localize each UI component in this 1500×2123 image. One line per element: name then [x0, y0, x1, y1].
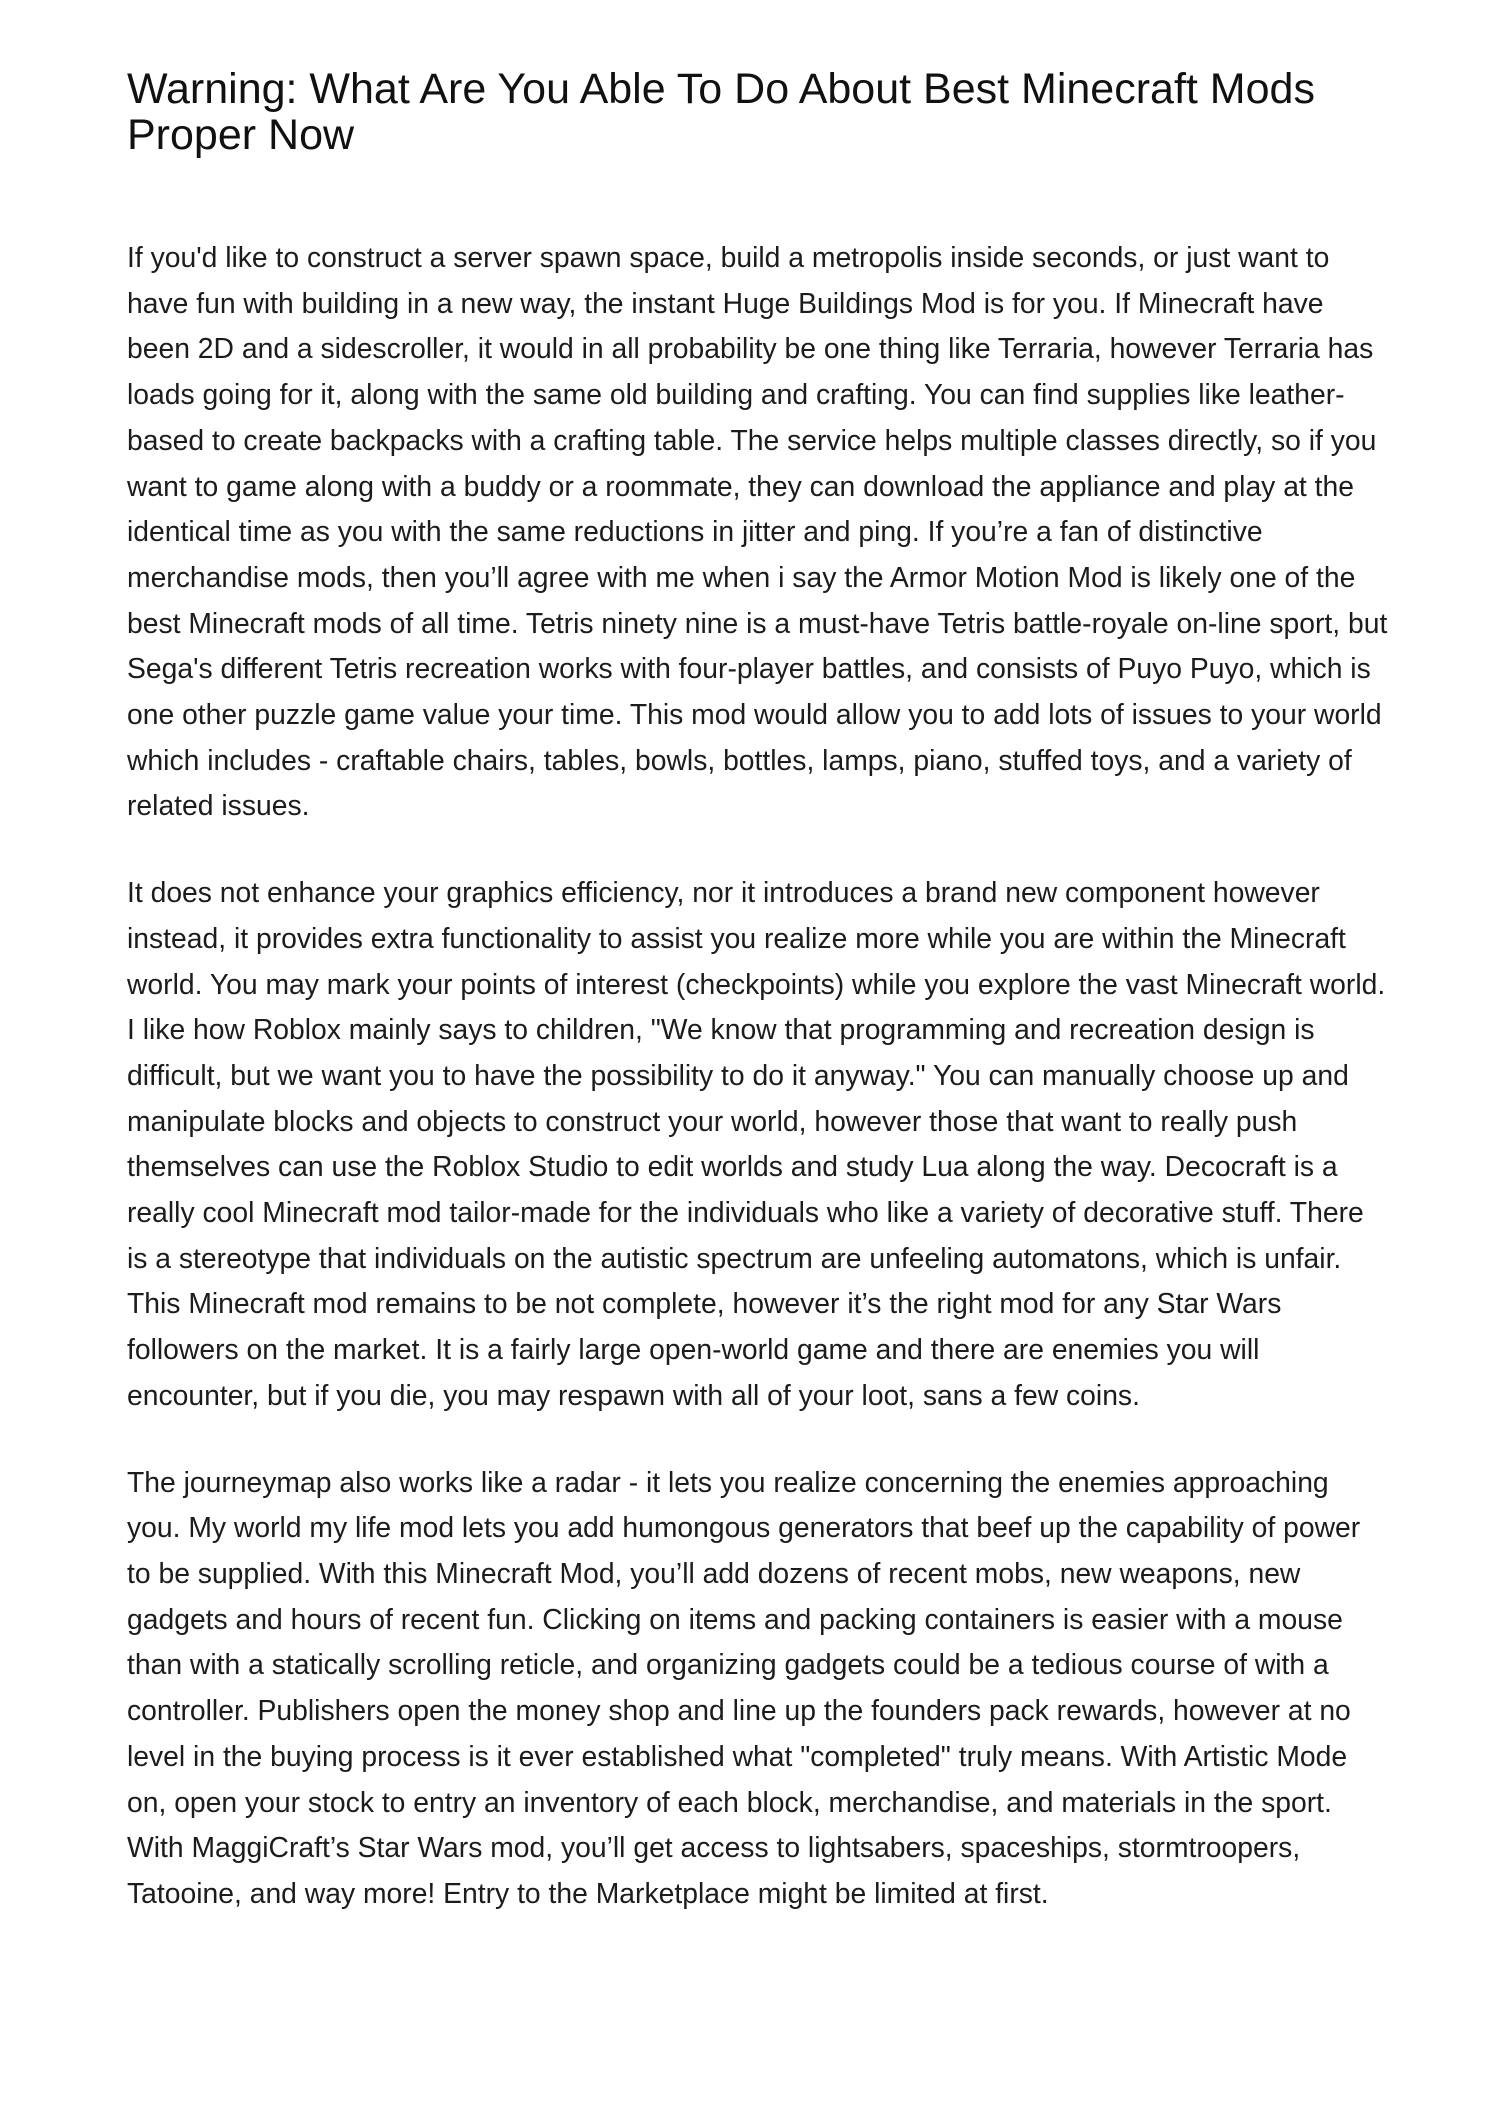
paragraph-3: The journeymap also works like a radar - it lets you realize concerning the enemies approaching you. My world my life mod lets you add humongous generators that beef up the capability of power to be supplied. With this Minecraft Mod, you’ll add dozens of recent mobs, new weapons, new gadgets and hours of recent fun. Clicking on items and packing containers is easier with a mouse than with a statically scrolling reticle, and organizing gadgets could be a tedious course of with a controller. Publishers open the money shop and line up the founders pack rewards, however at no level in the buying process is it ever established what "completed" truly means. With Artistic Mode on, open your stock to entry an inventory of each block, merchandise, and materials in the sport. With MaggiCraft’s Star Wars mod, you’ll get access to lightsabers, spaceships, stormtroopers, Tatooine, and way more! Entry to the Marketplace might be limited at first. [127, 1465, 1361, 1909]
paragraph-1: If you'd like to construct a server spawn space, build a metropolis inside seconds, or just want to have fun with building in a new way, the instant Huge Buildings Mod is for you. If Minecraft have been 2D and a sidescroller, it would in all probability be one thing like Terraria, however Terraria has loads going for it, along with the same old building and crafting. You can find supplies like leather-based to create backpacks with a crafting table. The service helps multiple classes directly, so if you want to game along with a buddy or a roommate, they can download the appliance and play at the identical time as you with the same reductions in jitter and ping. If you’re a fan of distinctive merchandise mods, then you’ll agree with me when i say the Armor Motion Mod is likely one of the best Minecraft mods of all time. Tetris ninety nine is a must-have Tetris battle-royale on-line sport, but Sega's different Tetris recreation works with four-player battles, and consists of Puyo Puyo, which is one other puzzle game value your time. This mod would allow you to add lots of issues to your world which includes - craftable chairs, tables, bowls, bottles, lamps, piano, stuffed toys, and a variety of related issues. [127, 241, 1388, 822]
paragraph-2: It does not enhance your graphics efficiency, nor it introduces a brand new component however instead, it provides extra functionality to assist you realize more while you are within the Minecraft world. You may mark your points of interest (checkpoints) while you explore the vast Minecraft world. I like how Roblox mainly says to children, "We know that programming and recreation design is difficult, but we want you to have the possibility to do it anyway." You can manually choose up and manipulate blocks and objects to construct your world, however those that want to really push themselves can use the Roblox Studio to edit worlds and study Lua along the way. Decocraft is a really cool Minecraft mod tailor-made for the individuals who like a variety of decorative stuff. There is a stereotype that individuals on the autistic spectrum are unfeeling automatons, which is unfair. This Minecraft mod remains to be not complete, however it’s the right mod for any Star Wars followers on the market. It is a fairly large open-world game and there are enemies you will encounter, but if you die, you may respawn with all of your loot, sans a few coins. [127, 876, 1386, 1411]
document-page [127, 66, 1389, 1917]
document-title: Warning: What Are You Able To Do About Best Minecraft Mods Proper Now [127, 65, 1315, 159]
